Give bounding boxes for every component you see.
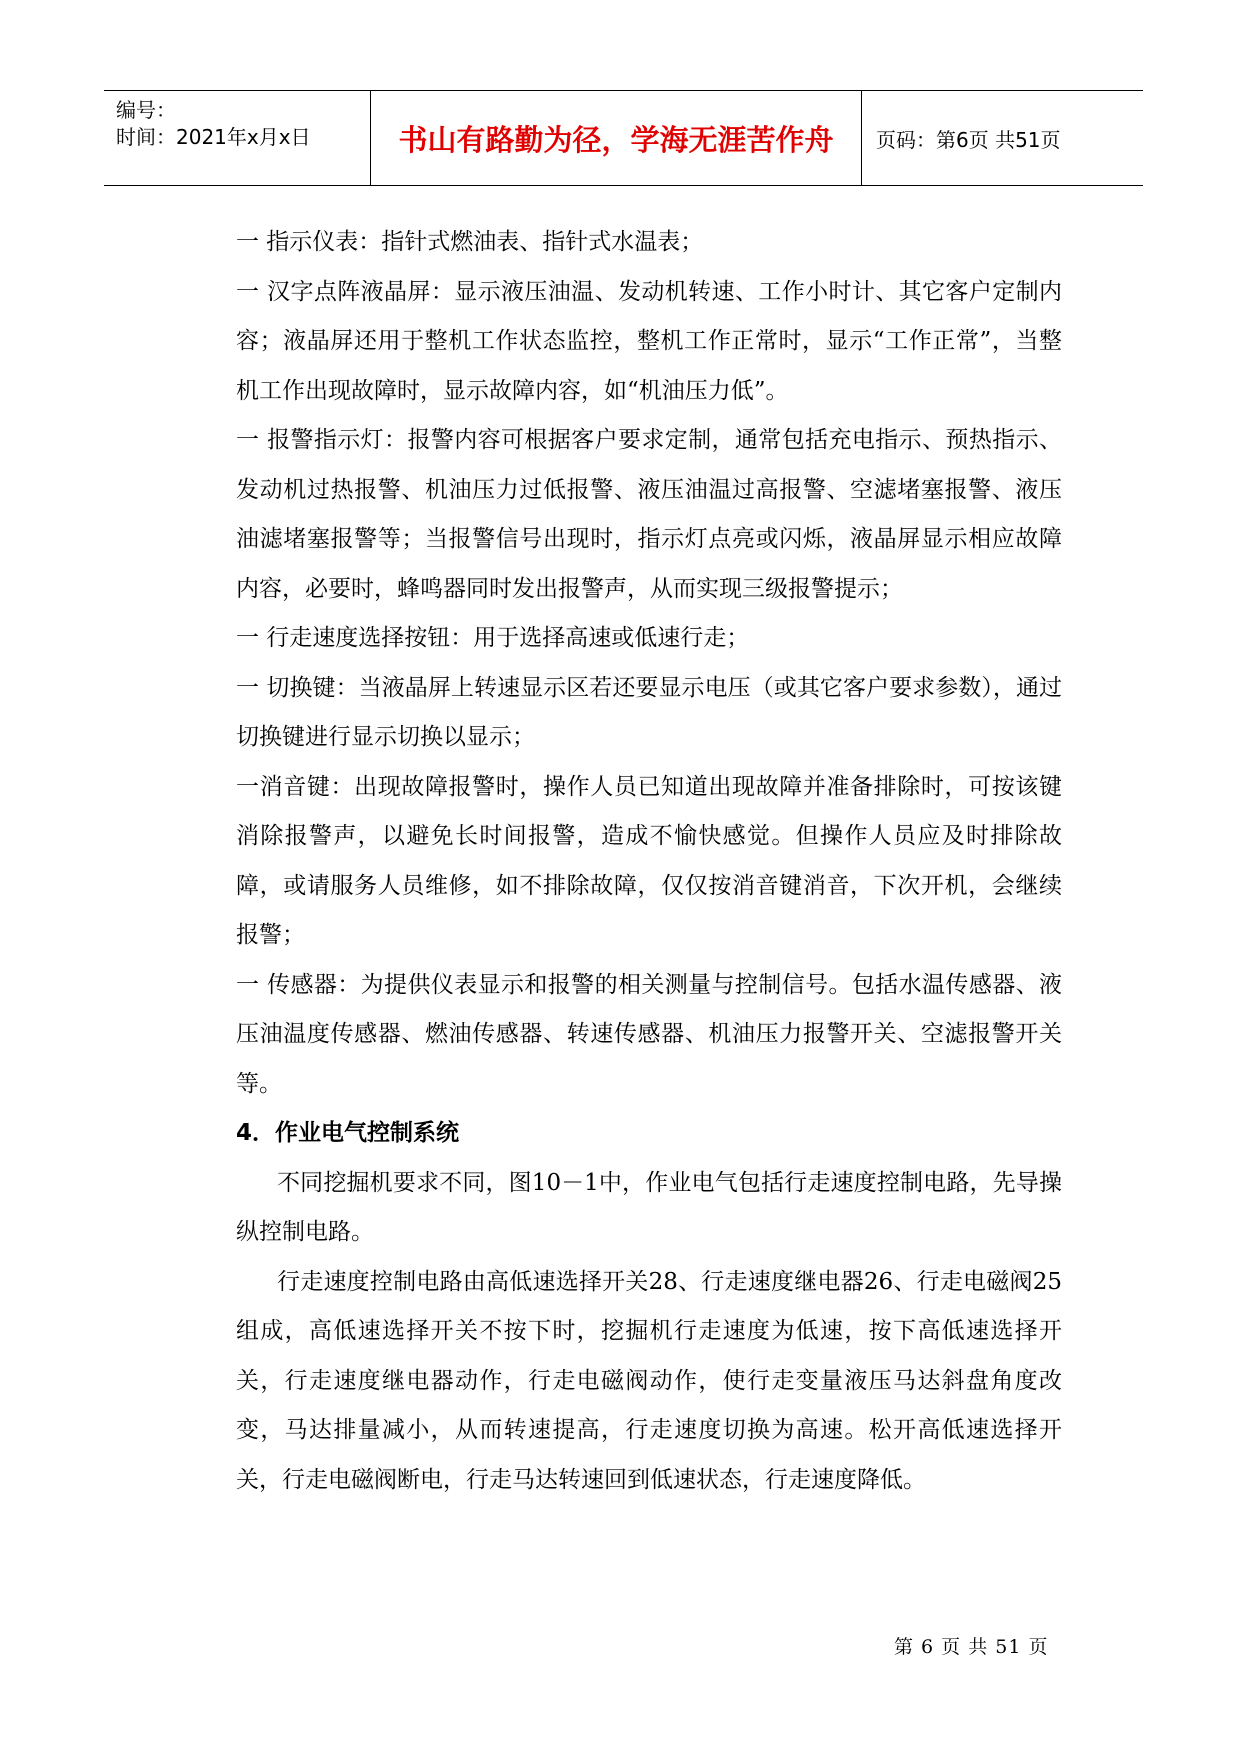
- list-item-sensors: 一 传感器：为提供仪表显示和报警的相关测量与控制信号。包括水温传感器、液压油温度传感器、燃油传感器、转速传感器、机油压力报警开关、空滤报警开关等。: [236, 971, 1062, 1097]
- section-paragraph-2: 行走速度控制电路由高低速选择开关28、行走速度继电器26、行走电磁阀25组成，高低速选择开关不按下时，挖掘机行走速度为低速，按下高低速选择开关，行走速度继电器动作，行走电磁阀动作，使行走变量液压马达斜盘角度改变，马达排量减小，从而转速提高，行走速度切换为高速。松开高低速选择开关，行走电磁阀断电，行走马达转速回到低速状态，行走速度降低。: [236, 1268, 1062, 1493]
- document-time-label: 时间：2021年x月x日: [116, 125, 311, 149]
- section-heading: 4．作业电气控制系统: [236, 1120, 460, 1146]
- page-header: [104, 90, 1143, 186]
- list-item-speed-button: 一 行走速度选择按钮：用于选择高速或低速行走；: [236, 625, 750, 651]
- header-meta: [104, 91, 371, 185]
- list-item-lcd-screen: 一 汉字点阵液晶屏：显示液压油温、发动机转速、工作小时计、其它客户定制内容；液晶屏还用于整机工作状态监控，整机工作正常时，显示“工作正常”，当整机工作出现故障时，显示故障内容，如“机油压力低”。: [236, 278, 1062, 404]
- document-body: [236, 218, 1062, 1505]
- list-item-warning-lights: 一 报警指示灯：报警内容可根据客户要求定制，通常包括充电指示、预热指示、发动机过热报警、机油压力过低报警、液压油温过高报警、空滤堵塞报警、液压油滤堵塞报警等；当报警信号出现时，指示灯点亮或闪烁，液晶屏显示相应故障内容，必要时，蜂鸣器同时发出报警声，从而实现三级报警提示；: [236, 427, 1062, 602]
- section-paragraph-1: 不同挖掘机要求不同，图10－1中，作业电气包括行走速度控制电路，先导操纵控制电路。: [236, 1169, 1062, 1245]
- list-item-mute-key: 一消音键：出现故障报警时，操作人员已知道出现故障并准备排除时，可按该键消除报警声，以避免长时间报警，造成不愉快感觉。但操作人员应及时排除故障，或请服务人员维修，如不排除故障，仅仅按消音键消音，下次开机，会继续报警；: [236, 773, 1062, 948]
- list-item-switch-key: 一 切换键：当液晶屏上转速显示区若还要显示电压（或其它客户要求参数），通过切换键进行显示切换以显示；: [236, 674, 1062, 750]
- list-item-indicator-gauges: 一 指示仪表：指针式燃油表、指针式水温表；: [236, 229, 704, 255]
- page-footer: 第 6 页 共 51 页: [894, 1636, 1049, 1658]
- header-motto: 书山有路勤为径，学海无涯苦作舟: [371, 91, 862, 185]
- header-page-number: 页码：第6页 共51页: [876, 127, 1061, 152]
- document-number-label: 编号：: [116, 98, 176, 122]
